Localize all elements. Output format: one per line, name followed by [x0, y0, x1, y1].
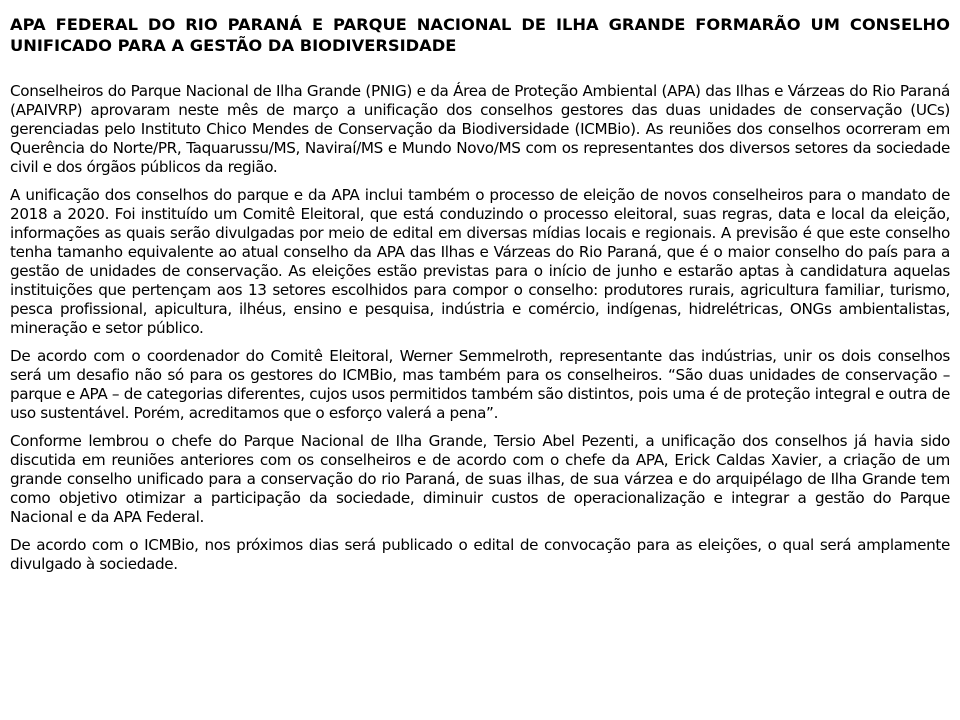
paragraph-5: De acordo com o ICMBio, nos próximos dias será publicado o edital de convocação para as eleições, o qual será amplamente divulgado à sociedade.	[10, 536, 950, 573]
paragraph-3: De acordo com o coordenador do Comitê Eleitoral, Werner Semmelroth, representante das indústrias, unir os dois conselhos será um desafio não só para os gestores do ICMBio, mas também para os conselheiros. “São duas unidades de conservação – parque e APA – de categorias diferentes, cujos usos permitidos também são distintos, pois uma é de proteção integral e outra de uso sustentável. Porém, acreditamos que o esforço valerá a pena”.	[10, 347, 950, 422]
slide-content	[10, 14, 950, 583]
document-title: APA FEDERAL DO RIO PARANÁ E PARQUE NACIONAL DE ILHA GRANDE FORMARÃO UM CONSELHO UNIFICADO PARA A GESTÃO DA BIODIVERSIDADE	[10, 15, 950, 55]
paragraph-2: A unificação dos conselhos do parque e da APA inclui também o processo de eleição de novos conselheiros para o mandato de 2018 a 2020. Foi instituído um Comitê Eleitoral, que está conduzindo o processo eleitoral, suas regras, data e local da eleição, informações as quais serão divulgadas por meio de edital em diversas mídias locais e regionais. A previsão é que este conselho tenha tamanho equivalente ao atual conselho da APA das Ilhas e Várzeas do Rio Paraná, que é o maior conselho do país para a gestão de unidades de conservação. As eleições estão previstas para o início de junho e estarão aptas à candidatura aquelas instituições que pertençam aos 13 setores escolhidos para compor o conselho: produtores rurais, agricultura familiar, turismo, pesca profissional, apicultura, ilhéus, ensino e pesquisa, indústria e comércio, indígenas, hidrelétricas, ONGs ambientalistas, mineração e setor público.	[10, 186, 950, 337]
paragraph-1: Conselheiros do Parque Nacional de Ilha Grande (PNIG) e da Área de Proteção Ambiental (APA) das Ilhas e Várzeas do Rio Paraná (APAIVRP) aprovaram neste mês de março a unificação dos conselhos gestores das duas unidades de conservação (UCs) gerenciadas pelo Instituto Chico Mendes de Conservação da Biodiversidade (ICMBio). As reuniões dos conselhos ocorreram em Querência do Norte/PR, Taquarussu/MS, Naviraí/MS e Mundo Novo/MS com os representantes dos diversos setores da sociedade civil e dos órgãos públicos da região.	[10, 82, 950, 176]
paragraph-4: Conforme lembrou o chefe do Parque Nacional de Ilha Grande, Tersio Abel Pezenti, a unificação dos conselhos já havia sido discutida em reuniões anteriores com os conselheiros e de acordo com o chefe da APA, Erick Caldas Xavier, a criação de um grande conselho unificado para a conservação do rio Paraná, de suas ilhas, de sua várzea e do arquipélago de Ilha Grande tem como objetivo otimizar a participação da sociedade, diminuir custos de operacionalização e integrar a gestão do Parque Nacional e da APA Federal.	[10, 432, 950, 526]
